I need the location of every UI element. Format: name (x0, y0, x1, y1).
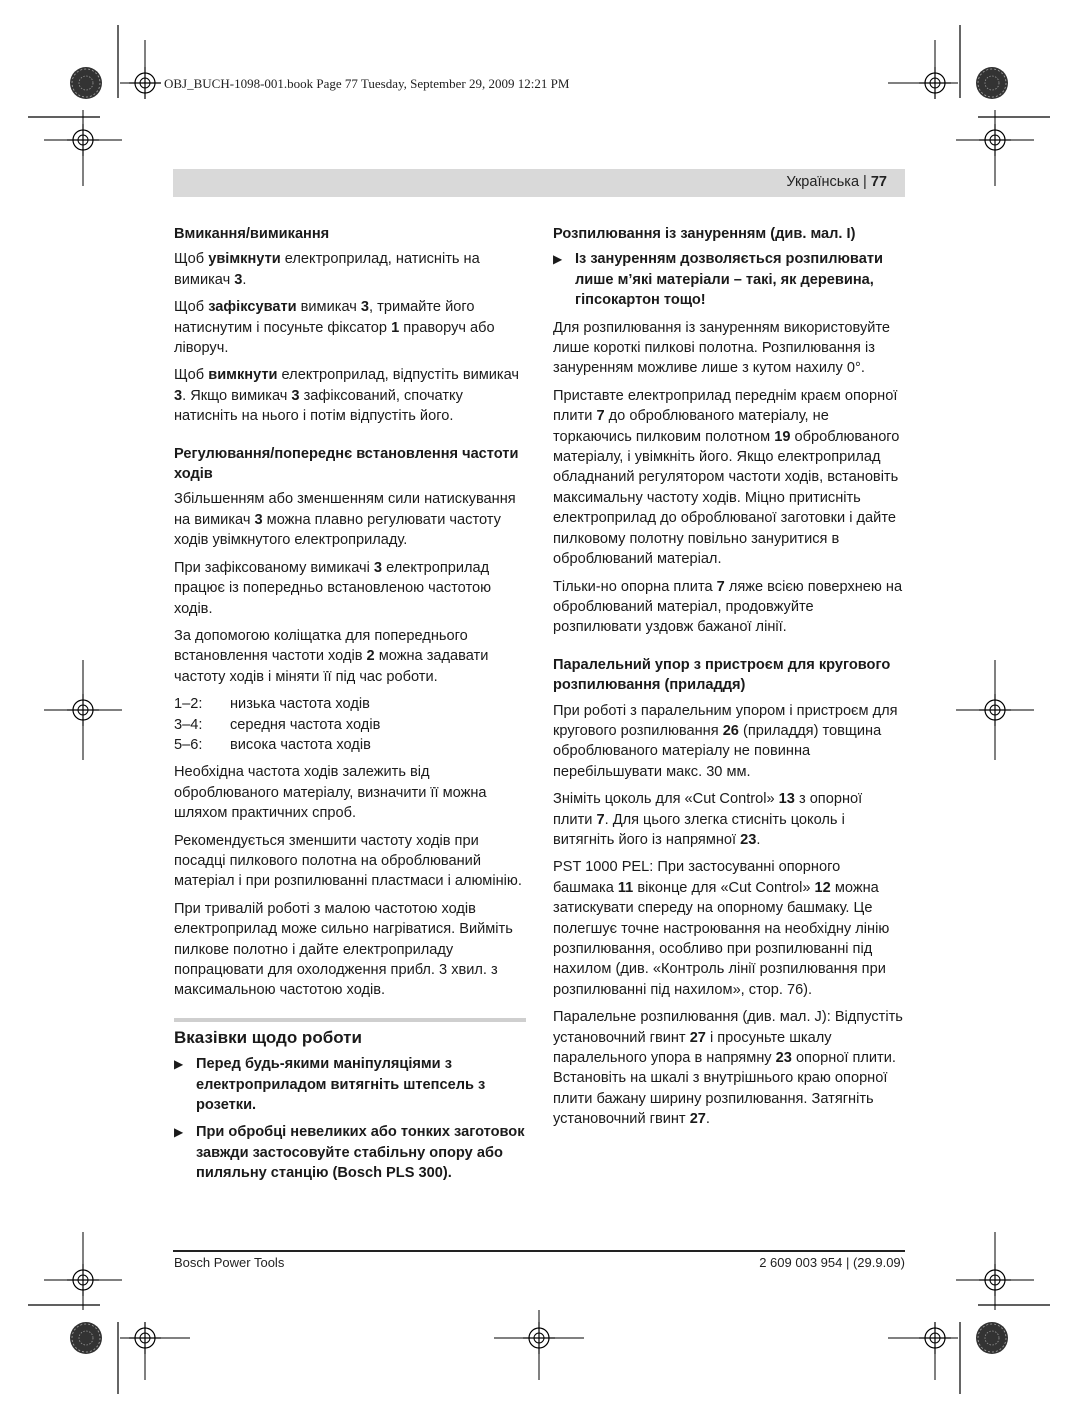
left-column (174, 224, 526, 1191)
section-title-work-tips: Вказівки щодо роботи (174, 1018, 526, 1048)
section-title-plunge-cut: Розпилювання із зануренням (див. мал. I) (553, 226, 856, 242)
arrow-bullet-icon: ▶ (553, 252, 563, 267)
list-item: 3–4: середня частота ходів (174, 716, 381, 733)
page-header-band (173, 169, 905, 197)
footer-brand: Bosch Power Tools (174, 1255, 285, 1270)
page-number: 77 (870, 174, 887, 190)
paragraph: Щоб зафіксувати вимикач 3, тримайте його натиснутим і посуньте фіксатор 1 праворуч або ліворуч. (174, 299, 495, 357)
paragraph: Тільки-но опорна плита 7 ляже всією поверхнею на оброблюваний матеріал, продовжуйте розпилювати уздовж бажаної лінії. (553, 578, 903, 636)
paragraph: Збільшенням або зменшенням сили натискування на вимикач 3 можна плавно регулювати частоту ходів увімкнутого електроприладу. (174, 491, 516, 549)
section-title-parallel-guide: Паралельний упор з пристроєм для кругового розпилювання (приладдя) (553, 656, 891, 694)
paragraph: Щоб вимкнути електроприлад, відпустіть вимикач 3. Якщо вимикач 3 зафіксований, спочатку натисніть на нього і потім відпустіть його. (174, 367, 520, 425)
arrow-bullet-icon: ▶ (174, 1057, 184, 1072)
footer-rule (173, 1250, 905, 1252)
warning-item: ▶ При обробці невеликих або тонких заготовок завжди застосовуйте стабільну опору або пиляльну станцію (Bosch PLS 300). (174, 1122, 526, 1183)
paragraph: Щоб увімкнути електроприлад, натисніть на вимикач 3. (174, 251, 480, 288)
warning-item: ▶ Із зануренням дозволяється розпилювати лише м’які матеріали – такі, як деревина, гіпсокартон тощо! (553, 249, 905, 310)
paragraph: Необхідна частота ходів залежить від оброблюваного матеріалу, визначити її можна шляхом практичних спроб. (174, 764, 487, 822)
right-column (553, 224, 905, 1137)
section-title-stroke-rate: Регулювання/попереднє встановлення частоти ходів (174, 445, 519, 483)
header-separator: | (863, 174, 867, 190)
page-header-label (786, 174, 887, 190)
stroke-rate-list (174, 694, 526, 755)
list-item: 1–2: низька частота ходів (174, 696, 370, 713)
paragraph: Паралельне розпилювання (див. мал. J): Відпустіть установочний гвинт 27 і просуньте шкалу паралельного упора в напрямну 23 опорної плити. Встановіть на шкалі з внутрішнього краю опорної плити бажану ширину розпилювання. Затягніть установочний гвинт 27. (553, 1009, 903, 1128)
paragraph: Рекомендується зменшити частоту ходів при посадці пилкового полотна на оброблюваний матеріал і при розпилюванні пластмаси і алюмінію. (174, 832, 522, 890)
paragraph: Для розпилювання із зануренням використовуйте лише короткі пилкові полотна. Розпилювання із зануренням можливе лише з кутом нахилу 0°. (553, 319, 891, 377)
paragraph: Зніміть цоколь для «Cut Control» 13 з опорної плити 7. Для цього злегка стисніть цоколь і витягніть його із напрямної 23. (553, 791, 863, 848)
footer-doc-number: 2 609 003 954 | (29.9.09) (759, 1255, 905, 1270)
language-label: Українська (786, 174, 860, 190)
paragraph: Приставте електроприлад переднім краєм опорної плити 7 до оброблюваного матеріалу, не торкаючись пилковим полотном 19 оброблюваного матеріалу, і увімкніть його. Якщо електроприлад обладнаний регулятором частоти ходів, встановіть максимальну частоту ходів. Міцно притисніть електроприлад до оброблюваної заготовки і дайте пилковому полотну повільно зануритися в оброблюваний матеріал. (553, 387, 900, 568)
warning-item: ▶ Перед будь-якими маніпуляціями з електроприладом витягніть штепсель з розетки. (174, 1054, 526, 1115)
paragraph: PST 1000 PEL: При застосуванні опорного башмака 11 віконце для «Cut Control» 12 можна затискувати спереду на опорному башмаку. Це полегшує точне настроювання на необхідну лінію розпилювання, особливо при розпилюванні під нахилом (див. «Контроль лінії розпилювання при розпилюванні під нахилом», стор. 76). (553, 859, 890, 998)
list-item: 5–6: висока частота ходів (174, 736, 371, 753)
section-title-switching: Вмикання/вимикання (174, 226, 330, 242)
paragraph: За допомогою коліщатка для попереднього встановлення частоти ходів 2 можна задавати частоту ходів і міняти її під час роботи. (174, 627, 489, 685)
arrow-bullet-icon: ▶ (174, 1125, 184, 1140)
print-slug: OBJ_BUCH-1098-001.book Page 77 Tuesday, September 29, 2009 12:21 PM (164, 76, 570, 91)
paragraph: При зафіксованому вимикачі 3 електроприлад працює із попередньо встановленою частотою ходів. (174, 559, 492, 617)
paragraph: При роботі з паралельним упором і пристроєм для кругового розпилювання 26 (приладдя) товщина оброблюваного матеріалу не повинна перебільшувати макс. 30 мм. (553, 702, 898, 780)
paragraph: При тривалій роботі з малою частотою ходів електроприлад може сильно нагріватися. Вийміть пилкове полотно і дайте електроприладу попрацювати для охолодження прибл. 3 хвил. з максимальною частотою ходів. (174, 900, 513, 999)
